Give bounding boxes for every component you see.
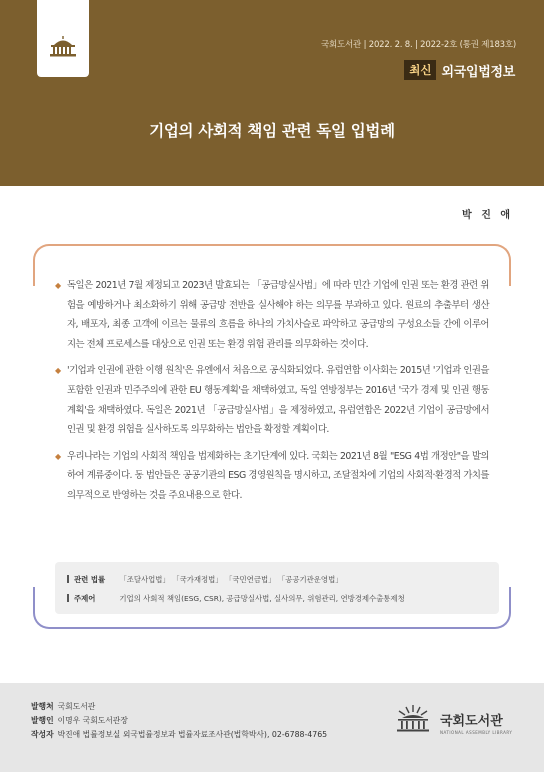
summary-bullet	[55, 361, 489, 439]
publisher-label: 발행처	[31, 702, 54, 711]
bullet-text: '기업과 인권에 관한 이행 원칙'은 유엔에서 처음으로 공식화되었다. 유럽연합 이사회는 2015년 '기업과 인권을 포함한 인권과 민주주의에 관한 EU 행동계획'을 채택하였고, 독일 연방정부는 2016년 '국가 경제 및 인권 행동 계획'을 채택하였다. 독일은 2021년 「공급망실사법」을 제정하였고, 유럽연합은 2022년 기업이 공급망에서 인권 및 환경 위험을 실사하도록 의무화하는 법안을 확정할 계획이다.	[67, 365, 489, 436]
series-name: 외국입법정보	[441, 64, 515, 80]
series-brand	[404, 60, 515, 80]
summary-bullets	[55, 276, 489, 513]
publisher-line	[31, 701, 95, 712]
bullet-text: 우리나라는 기업의 사회적 책임을 법제화하는 초기단계에 있다. 국회는 2021년 8월 "ESG 4법 개정안"을 발의하여 계류중이다. 동 법안들은 공공기관의 ESG 경영원칙을 명시하고, 조달절차에 기업의 사회적·환경적 가치를 의무적으로 반영하는 것을 주요내용으로 한다.	[67, 450, 489, 501]
keywords-label: 주제어	[67, 593, 117, 604]
writer: 박진애 법률정보실 외국법률정보과 법률자료조사관(법학박사), 02-6788-4765	[57, 730, 328, 739]
diamond-bullet-icon: ◆	[55, 281, 61, 290]
keywords: 기업의 사회적 책임(ESG, CSR), 공급망실사법, 실사의무, 위험관리, 연방경제수출통제청	[119, 594, 405, 603]
page-title: 기업의 사회적 책임 관련 독일 입법례	[149, 122, 395, 140]
bullet-text: 독일은 2021년 7월 제정되고 2023년 발효되는 「공급망실사법」에 따라 민간 기업에 인권 또는 환경 관련 위험을 예방하거나 최소화하기 위해 공급망 전반을 실사해야 하는 의무를 부과하고 있다. 원료의 추출부터 생산자, 배포자, 최종 고객에 이르는 물류의 흐름을 하나의 가치사슬로 파악하고 공급망의 구성요소들 간에 이루어지는 전체 프로세스를 대상으로 인권 또는 환경 위험 관리를 의무화하는 것이다.	[67, 280, 489, 350]
library-logo-english: NATIONAL ASSEMBLY LIBRARY	[440, 730, 513, 735]
issuer-line	[31, 715, 128, 726]
related-info	[55, 562, 499, 614]
issue-meta: 국회도서관 | 2022. 2. 8. | 2022-2호 (통권 제183호)	[321, 40, 516, 50]
publisher: 국회도서관	[57, 702, 96, 711]
header-banner	[0, 0, 544, 186]
assembly-badge	[37, 0, 89, 77]
diamond-bullet-icon: ◆	[55, 451, 61, 461]
related-laws-row	[67, 574, 343, 585]
library-logo-icon	[392, 704, 434, 734]
summary-bullet	[55, 447, 489, 506]
author-name: 박 진 애	[462, 210, 513, 221]
latest-tag: 최신	[404, 60, 436, 80]
assembly-building-icon	[49, 36, 77, 58]
writer-line	[31, 729, 327, 740]
issuer-label: 발행인	[31, 716, 54, 725]
related-laws-label: 관련 법률	[67, 574, 117, 585]
diamond-bullet-icon: ◆	[55, 366, 61, 376]
library-logo-text: 국회도서관	[440, 714, 503, 729]
keywords-row	[67, 593, 405, 604]
summary-box	[33, 244, 511, 629]
related-laws: 「조달사업법」 「국가재정법」 「국민연금법」 「공공기관운영법」	[119, 575, 343, 584]
writer-label: 작성자	[31, 730, 54, 739]
issuer: 이명우 국회도서관장	[57, 716, 128, 725]
summary-bullet	[55, 276, 489, 354]
